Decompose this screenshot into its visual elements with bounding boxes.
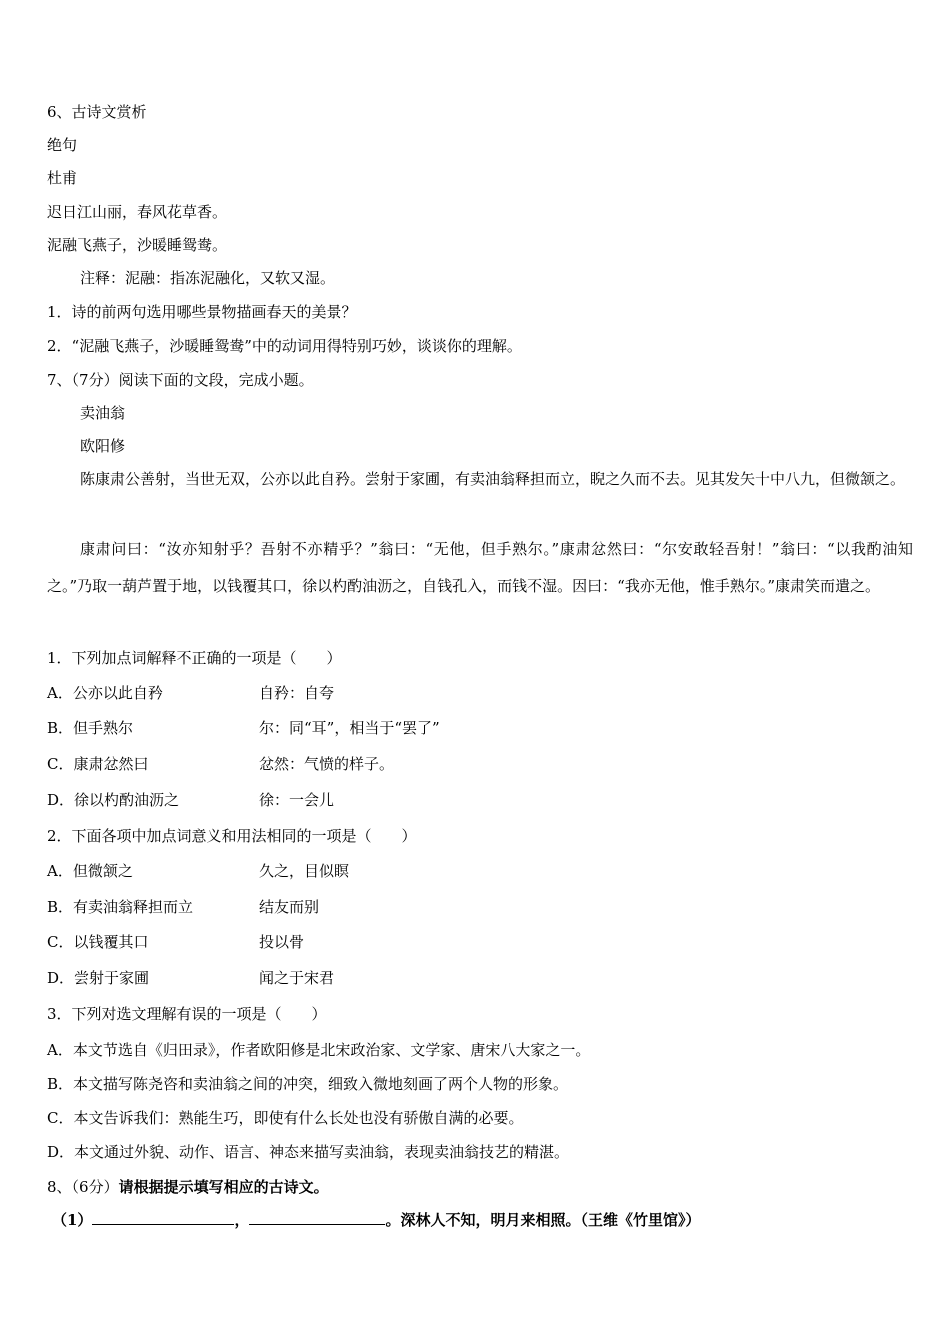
- poem-author: 杜甫: [47, 169, 78, 187]
- q8-item-1: [52, 1210, 700, 1230]
- q7-sub2-option-c: C．以钱覆其口: [47, 933, 149, 951]
- passage-paragraph-2: 康肃问曰：“汝亦知射乎？吾射不亦精乎？”翁曰：“无他，但手熟尔。”康肃忿然曰：“尔安敢轻吾射！”翁曰：“以我酌油知之。”乃取一葫芦置于地，以钱覆其口，徐以杓酌油沥之，自钱孔入，而钱不湿。因曰：“我亦无他，惟手熟尔。”康肃笑而遣之。: [47, 540, 913, 595]
- q7-sub1-option-c-gloss: 忿然：气愤的样子。: [259, 755, 395, 773]
- q8-item-1-separator: ，: [234, 1211, 250, 1229]
- q7-sub2-option-b-compare: 结友而别: [259, 898, 320, 916]
- q8-item-1-suffix: 。深林人不知，明月来相照。（王维《竹里馆》）: [385, 1211, 701, 1229]
- q8-heading-text: 请根据提示填写相应的古诗文。: [118, 1178, 329, 1196]
- q7-sub1-option-d: D．徐以杓酌油沥之: [47, 791, 180, 809]
- poem-title: 绝句: [47, 136, 78, 154]
- q7-sub2-option-c-compare: 投以骨: [259, 933, 305, 951]
- poem-line-2: 泥融飞燕子，沙暖睡鸳鸯。: [47, 236, 228, 254]
- q7-sub1-option-a: A．公亦以此自矜: [47, 684, 163, 702]
- q7-sub2-option-d: D．尝射于家圃: [47, 969, 150, 987]
- q7-sub3-option-c: C．本文告诉我们：熟能生巧，即使有什么长处也没有骄傲自满的必要。: [47, 1109, 524, 1127]
- q8-item-1-blank-1[interactable]: [92, 1210, 234, 1225]
- q7-sub2-option-a: A．但微颔之: [47, 862, 133, 880]
- q7-sub1-option-d-gloss: 徐：一会儿: [259, 791, 335, 809]
- q7-sub3-option-d: D．本文通过外貌、动作、语言、神态来描写卖油翁，表现卖油翁技艺的精湛。: [47, 1143, 570, 1161]
- q7-sub2-option-b: B．有卖油翁释担而立: [47, 898, 194, 916]
- passage-title: 卖油翁: [80, 404, 126, 422]
- poem-note: 注释：泥融：指冻泥融化，又软又湿。: [80, 269, 336, 287]
- q6-sub-question-1: 1．诗的前两句选用哪些景物描画春天的美景？: [47, 303, 357, 321]
- q8-heading: [47, 1177, 329, 1197]
- passage-paragraph-1: 陈康肃公善射，当世无双，公亦以此自矜。尝射于家圃，有卖油翁释担而立，睨之久而不去。见其发矢十中八九，但微颔之。: [80, 470, 906, 488]
- q7-sub3-option-b: B．本文描写陈尧咨和卖油翁之间的冲突，细致入微地刻画了两个人物的形象。: [47, 1075, 569, 1093]
- q6-sub-question-2: 2．“泥融飞燕子，沙暖睡鸳鸯”中的动词用得特别巧妙，谈谈你的理解。: [47, 337, 522, 355]
- q7-sub3-option-a: A．本文节选自《归田录》，作者欧阳修是北宋政治家、文学家、唐宋八大家之一。: [47, 1041, 591, 1059]
- q7-sub1-option-c: C．康肃忿然曰: [47, 755, 149, 773]
- q7-heading: 7、（7分）阅读下面的文段，完成小题。: [47, 371, 314, 389]
- passage-author: 欧阳修: [80, 437, 126, 455]
- q7-sub2-stem: 2．下面各项中加点词意义和用法相同的一项是（ ）: [47, 827, 417, 845]
- q6-heading: 6、古诗文赏析: [47, 103, 147, 121]
- q8-heading-number: 8、（6分）: [47, 1178, 119, 1196]
- q7-sub1-option-a-gloss: 自矜：自夸: [259, 684, 335, 702]
- q7-sub3-stem: 3．下列对选文理解有误的一项是（ ）: [47, 1005, 327, 1023]
- q7-sub2-option-a-compare: 久之，目似瞑: [259, 862, 350, 880]
- q7-sub2-option-d-compare: 闻之于宋君: [259, 969, 335, 987]
- q8-item-1-blank-2[interactable]: [249, 1210, 385, 1225]
- q7-sub1-option-b-gloss: 尔：同“耳”，相当于“罢了”: [259, 719, 440, 737]
- q7-sub1-stem: 1．下列加点词解释不正确的一项是（ ）: [47, 649, 342, 667]
- q8-item-1-number: （1）: [52, 1211, 93, 1229]
- q7-sub1-option-b: B．但手熟尔: [47, 719, 134, 737]
- poem-line-1: 迟日江山丽，春风花草香。: [47, 203, 228, 221]
